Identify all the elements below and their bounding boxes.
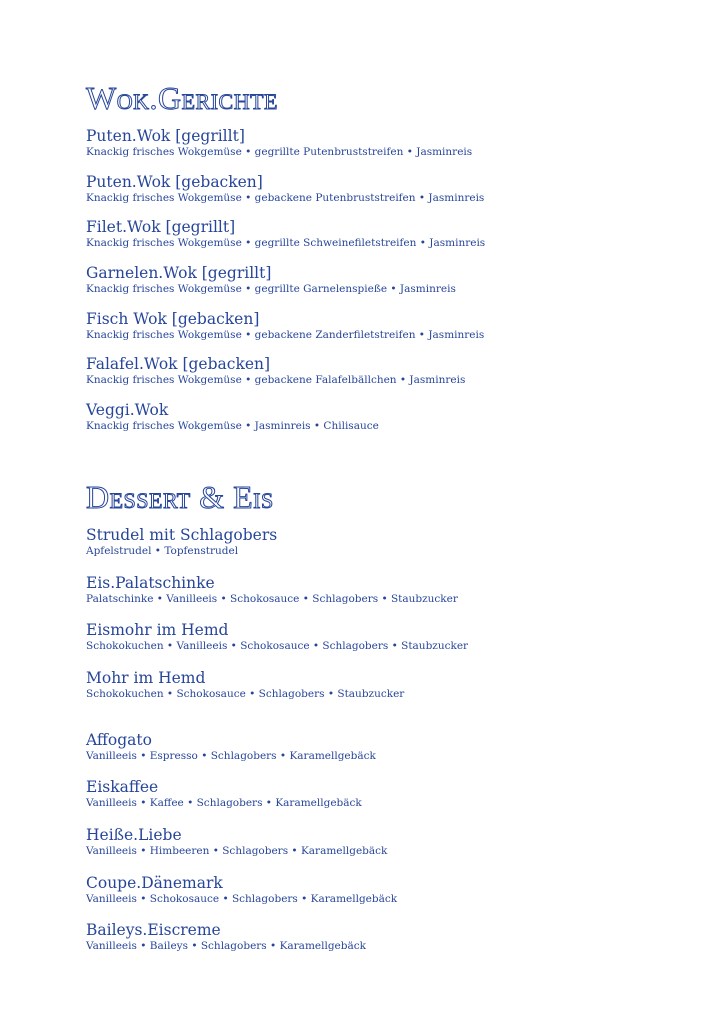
- section-title-wok: Wok.Gerichte: [86, 80, 278, 116]
- menu-item-name: Puten.Wok [gebacken]: [86, 173, 263, 191]
- menu-item-name: Garnelen.Wok [gegrillt]: [86, 264, 272, 282]
- menu-item-name: Filet.Wok [gegrillt]: [86, 218, 236, 236]
- menu-item-description: Vanilleeis • Schokosauce • Schlagobers • Karamellgebäck: [86, 893, 398, 905]
- menu-item-name: Puten.Wok [gegrillt]: [86, 127, 245, 145]
- menu-item-description: Knackig frisches Wokgemüse • gegrillte Schweinefiletstreifen • Jasminreis: [86, 237, 486, 249]
- menu-item-name: Veggi.Wok: [86, 401, 169, 419]
- menu-item-heisse-liebe: [86, 826, 706, 858]
- menu-item-eiskaffee: [86, 778, 706, 810]
- section-title-dessert: Dessert & Eis: [86, 479, 274, 515]
- menu-item-description: Schokokuchen • Vanilleeis • Schokosauce • Schlagobers • Staubzucker: [86, 640, 469, 652]
- menu-item-description: Vanilleeis • Kaffee • Schlagobers • Karamellgebäck: [86, 797, 362, 809]
- menu-item-description: Schokokuchen • Schokosauce • Schlagobers • Staubzucker: [86, 688, 405, 700]
- menu-item-name: Heiße.Liebe: [86, 826, 182, 844]
- menu-item-description: Knackig frisches Wokgemüse • gebackene Zanderfiletstreifen • Jasminreis: [86, 329, 485, 341]
- menu-item-name: Falafel.Wok [gebacken]: [86, 355, 271, 373]
- menu-item-name: Strudel mit Schlagobers: [86, 526, 278, 544]
- menu-item-description: Knackig frisches Wokgemüse • gebackene Falafelbällchen • Jasminreis: [86, 374, 466, 386]
- menu-item-garnelen-wok: [86, 264, 706, 296]
- menu-item-mohr-im-hemd: [86, 669, 706, 701]
- menu-item-name: Baileys.Eiscreme: [86, 921, 221, 939]
- menu-item-description: Apfelstrudel • Topfenstrudel: [86, 545, 239, 557]
- menu-item-baileys-eiscreme: [86, 921, 706, 953]
- menu-item-eismohr-im-hemd: [86, 621, 706, 653]
- menu-item-name: Coupe.Dänemark: [86, 874, 223, 892]
- menu-item-eis-palatschinke: [86, 574, 706, 606]
- menu-item-description: Palatschinke • Vanilleeis • Schokosauce • Schlagobers • Staubzucker: [86, 593, 458, 605]
- menu-item-name: Mohr im Hemd: [86, 669, 206, 687]
- menu-item-name: Eis.Palatschinke: [86, 574, 215, 592]
- menu-item-filet-wok: [86, 218, 706, 250]
- menu-item-description: Vanilleeis • Baileys • Schlagobers • Karamellgebäck: [86, 940, 366, 952]
- menu-item-description: Vanilleeis • Himbeeren • Schlagobers • Karamellgebäck: [86, 845, 388, 857]
- menu-item-name: Affogato: [86, 731, 152, 749]
- menu-item-description: Knackig frisches Wokgemüse • gegrillte Garnelenspieße • Jasminreis: [86, 283, 456, 295]
- menu-item-description: Vanilleeis • Espresso • Schlagobers • Karamellgebäck: [86, 750, 376, 762]
- menu-item-name: Fisch Wok [gebacken]: [86, 310, 260, 328]
- menu-item-veggi-wok: [86, 401, 706, 433]
- menu-item-name: Eismohr im Hemd: [86, 621, 229, 639]
- menu-item-description: Knackig frisches Wokgemüse • Jasminreis • Chilisauce: [86, 420, 379, 432]
- menu-item-description: Knackig frisches Wokgemüse • gebackene Putenbruststreifen • Jasminreis: [86, 192, 485, 204]
- menu-item-puten-wok-gebacken: [86, 173, 706, 205]
- menu-item-coupe-daenemark: [86, 874, 706, 906]
- menu-item-puten-wok-gegrillt: [86, 127, 706, 159]
- menu-item-falafel-wok: [86, 355, 706, 387]
- menu-item-description: Knackig frisches Wokgemüse • gegrillte Putenbruststreifen • Jasminreis: [86, 146, 473, 158]
- menu-item-strudel: [86, 526, 706, 558]
- menu-item-name: Eiskaffee: [86, 778, 159, 796]
- menu-item-affogato: [86, 731, 706, 763]
- menu-item-fisch-wok: [86, 310, 706, 342]
